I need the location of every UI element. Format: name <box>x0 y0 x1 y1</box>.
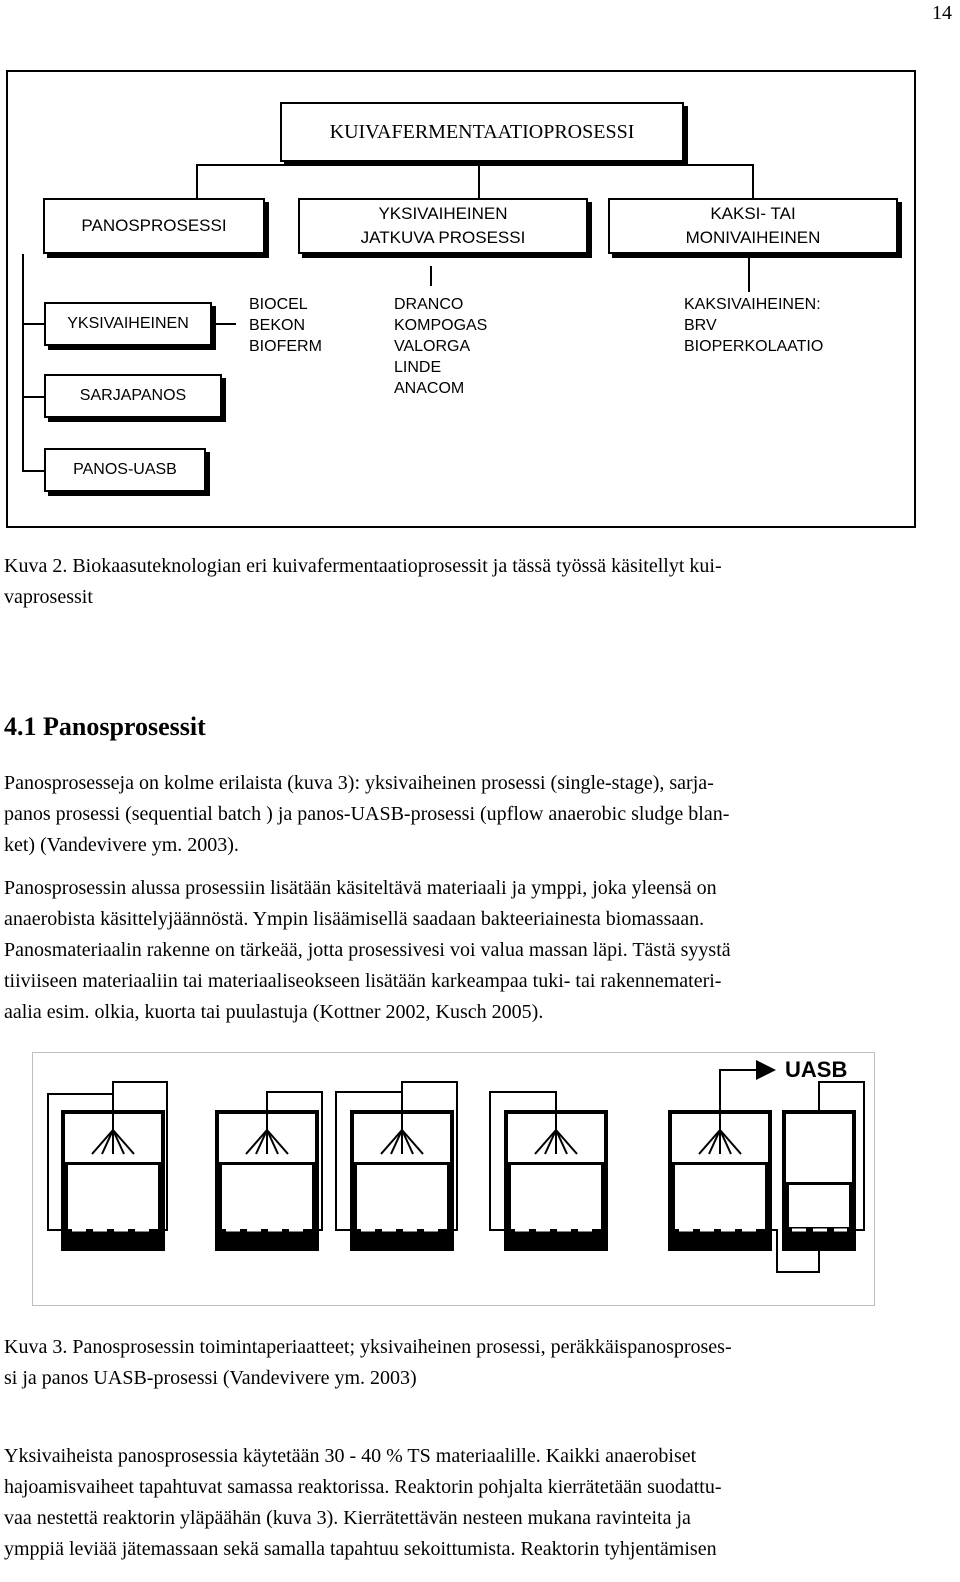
caption-line: Kuva 2. Biokaasuteknologian eri kuivafermentaatioprosessit ja tässä työssä käsitellyt kui- <box>4 555 722 577</box>
text-line: Panosmateriaalin rakenne on tärkeää, jotta prosessivesi voi valua massan läpi. Tästä syystä <box>4 939 731 961</box>
process-name: BEKON <box>249 317 306 334</box>
text-line: Yksivaiheista panosprosessia käytetään 30 - 40 % TS materiaalille. Kaikki anaerobiset <box>4 1445 697 1467</box>
batch-process-label: PANOSPROSESSI <box>81 216 227 235</box>
reactor-sequential-1 <box>217 1092 322 1249</box>
text-line: ymppiä leviää jätemassaan sekä samalla tapahtuu sekoittumista. Reaktorin tyhjentämisen <box>4 1538 717 1560</box>
uasb-label: UASB <box>785 1057 848 1082</box>
connector <box>478 164 480 200</box>
connector <box>196 164 754 166</box>
figure-3-frame <box>32 1052 875 1306</box>
multi-stage-heading: KAKSIVAIHEINEN: <box>684 296 821 313</box>
continuous-process-label-1: YKSIVAIHEINEN <box>378 204 508 223</box>
connector <box>22 470 44 472</box>
text-line: Panosprosessin alussa prosessiin lisätään käsiteltävä materiaali ja ymppi, joka yleensä on <box>4 877 717 899</box>
connector <box>752 164 754 200</box>
connector <box>196 164 198 200</box>
multi-stage-process-list <box>684 294 823 357</box>
single-batch-label: YKSIVAIHEINEN <box>67 315 189 332</box>
uasb-column <box>770 1082 864 1272</box>
text-line: tiiviiseen materiaaliin tai materiaaliseokseen lisätään karkeampaa tuki- tai rakennemateri- <box>4 970 722 992</box>
multi-stage-label-1: KAKSI- TAI <box>710 204 796 223</box>
caption-line: vaprosessit <box>4 586 93 608</box>
text-line: hajoamisvaiheet tapahtuvat samassa reaktorissa. Reaktorin pohjalta kierrätetään suodattu- <box>4 1476 722 1498</box>
text-line: panos prosessi (sequential batch ) ja panos-UASB-prosessi (upflow anaerobic sludge blan- <box>4 803 730 825</box>
process-name: DRANCO <box>394 296 464 313</box>
figure-3-caption <box>4 1332 944 1394</box>
process-name: BIOFERM <box>249 338 322 355</box>
text-line: Panosprosesseja on kolme erilaista (kuva 3): yksivaiheinen prosessi (single-stage), sarja- <box>4 772 714 794</box>
process-name: LINDE <box>394 359 442 376</box>
sequential-batch-label: SARJAPANOS <box>79 387 187 404</box>
process-title-box <box>280 102 684 162</box>
process-title: KUIVAFERMENTAATIOPROSESSI <box>329 121 635 143</box>
connector <box>430 266 432 286</box>
single-batch-box <box>44 302 212 346</box>
paragraph-2 <box>4 873 950 1028</box>
paragraph-1 <box>4 768 950 861</box>
process-name: BRV <box>684 317 717 334</box>
caption-line: Kuva 3. Panosprosessin toimintaperiaatteet; yksivaiheinen prosessi, peräkkäispanosproses- <box>4 1336 732 1358</box>
reactor-single-stage <box>48 1082 167 1249</box>
process-name: VALORGA <box>394 338 471 355</box>
paragraph-3 <box>4 1441 950 1565</box>
figure-2-caption <box>4 551 944 613</box>
connector <box>22 323 44 325</box>
connector <box>214 323 236 325</box>
reactor-sequential-2 <box>336 1082 457 1249</box>
caption-line: si ja panos UASB-prosessi (Vandevivere ym. 2003) <box>4 1367 417 1389</box>
reactor-diagram <box>32 1052 875 1306</box>
uasb-batch-label: PANOS-UASB <box>73 461 177 478</box>
process-name: ANACOM <box>394 380 465 397</box>
process-name: BIOCEL <box>249 296 308 313</box>
continuous-process-list <box>394 294 487 399</box>
text-line: ket) (Vandevivere ym. 2003). <box>4 834 239 856</box>
text-line: aalia esim. olkia, kuorta tai puulastuja (Kottner 2002, Kusch 2005). <box>4 1001 544 1023</box>
reactor-sequential-3 <box>490 1092 606 1249</box>
continuous-process-label-2: JATKUVA PROSESSI <box>360 228 526 247</box>
multi-stage-label-2: MONIVAIHEINEN <box>685 228 821 247</box>
connector <box>748 254 750 292</box>
reactor-uasb-batch <box>670 1070 772 1249</box>
single-batch-process-list <box>249 294 322 357</box>
page-number: 14 <box>932 2 952 24</box>
multi-stage-box <box>608 198 898 254</box>
text-line: vaa nestettä reaktorin yläpäähän (kuva 3). Kierrätettävän nesteen mukana ravinteita ja <box>4 1507 691 1529</box>
sequential-batch-box <box>44 374 222 418</box>
uasb-batch-box <box>44 448 206 492</box>
section-heading: 4.1 Panosprosessit <box>4 712 206 741</box>
continuous-process-box <box>298 198 588 254</box>
connector <box>22 396 44 398</box>
connector <box>22 254 24 472</box>
text-line: anaerobista käsittelyjäännöstä. Ympin lisäämisellä saadaan bakteeriainesta biomassaan. <box>4 908 705 930</box>
batch-process-box <box>43 198 265 254</box>
process-name: BIOPERKOLAATIO <box>684 338 824 355</box>
process-name: KOMPOGAS <box>394 317 488 334</box>
